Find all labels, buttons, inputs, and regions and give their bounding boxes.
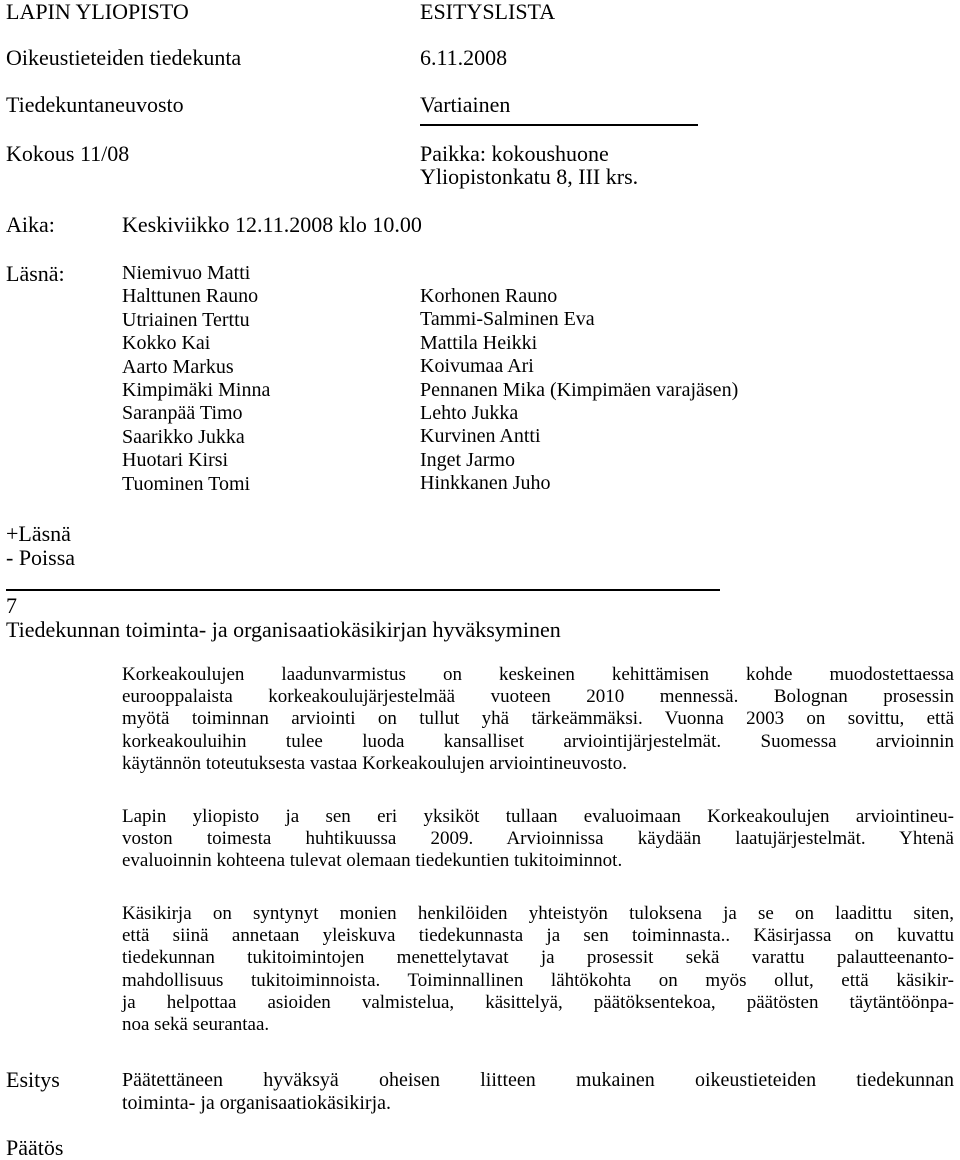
attendee-name: Kokko Kai xyxy=(122,332,211,355)
attendee-name: Tuominen Tomi xyxy=(122,472,251,495)
item-title: Tiedekunnan toiminta- ja organisaatiokäsikirjan hyväksyminen xyxy=(6,617,561,642)
attendee-name: Utriainen Terttu xyxy=(122,308,250,331)
paragraph-evaluation xyxy=(122,806,954,873)
document-date: 6.11.2008 xyxy=(420,45,508,70)
text-line: evaluoinnin kohteena tulevat olemaan tiedekuntien tukitoiminnot. xyxy=(122,850,623,872)
attendee-name: Korhonen Rauno xyxy=(420,285,558,307)
university-name: LAPIN YLIOPISTO xyxy=(6,0,189,24)
faculty-name: Oikeustieteiden tiedekunta xyxy=(6,45,242,70)
paragraph-handbook xyxy=(122,903,954,1036)
paragraph-quality-assurance xyxy=(122,664,954,775)
absent-label: - Poissa xyxy=(6,545,76,570)
document-status: Vartiainen xyxy=(420,92,511,117)
proposal-label: Esitys xyxy=(6,1067,60,1092)
time-label: Aika: xyxy=(6,212,55,237)
text-line: käytännön toteutuksesta vastaa Korkeakoulujen arviointineuvosto. xyxy=(122,752,627,774)
attendee-name: Huotari Kirsi xyxy=(122,449,229,472)
text-line: korkeakouluihin tulee luoda kansalliset arviointijärjestelmät. Suomessa arvioinnin xyxy=(122,730,954,752)
attendee-name: Koivumaa Ari xyxy=(420,355,534,378)
attendee-list-left xyxy=(122,262,270,496)
attendee-name: Saranpää Timo xyxy=(122,402,243,425)
text-line: Päätettäneen hyväksyä oheisen liitteen mukainen oikeustieteiden tiedekunnan xyxy=(122,1069,954,1091)
attendee-name: Saarikko Jukka xyxy=(122,425,245,448)
attendee-name: Pennanen Mika (Kimpimäen varajäsen) xyxy=(420,378,739,401)
present-label: Läsnä: xyxy=(6,261,65,286)
attendee-name: Inget Jarmo xyxy=(420,448,515,471)
attendee-name: Tammi-Salminen Eva xyxy=(420,308,595,331)
meeting-address: Yliopistonkatu 8, III krs. xyxy=(420,164,639,189)
text-line: myötä toiminnan arviointi on tullut yhä tärkeämmäksi. Vuonna 2003 on sovittu, että xyxy=(122,708,954,730)
attendee-name: Niemivuo Matti xyxy=(122,262,251,284)
plus-present-label: +Läsnä xyxy=(6,521,71,546)
item-number: 7 xyxy=(6,593,17,618)
time-value: Keskiviikko 12.11.2008 klo 10.00 xyxy=(122,212,422,237)
text-line: tiedekunnan tukitoimintojen menettelytavat ja prosessit sekä varattu palautteenanto- xyxy=(122,947,954,969)
section-rule xyxy=(6,589,720,591)
attendee-name: Kurvinen Antti xyxy=(420,425,541,448)
header-rule xyxy=(420,124,698,126)
text-line: että siinä annetaan yleiskuva tiedekunnasta ja sen toiminnasta.. Käsirjassa on kuvattu xyxy=(122,925,954,947)
decision-label: Päätös xyxy=(6,1135,64,1160)
attendee-list-right xyxy=(420,285,738,496)
text-line: eurooppalaista korkeakoulujärjestelmää vuoteen 2010 mennessä. Bolognan prosessin xyxy=(122,686,954,708)
text-line: voston toimesta huhtikuussa 2009. Arvioinnissa käydään laatujärjestelmät. Yhtenä xyxy=(122,828,954,850)
attendee-name: Hinkkanen Juho xyxy=(420,472,551,495)
text-line: ja helpottaa asioiden valmistelua, käsittelyä, päätöksentekoa, päätösten täytäntöönpa- xyxy=(122,991,954,1013)
board-name: Tiedekuntaneuvosto xyxy=(6,92,184,117)
attendee-name: Lehto Jukka xyxy=(420,402,519,425)
document-type: ESITYSLISTA xyxy=(420,0,556,24)
text-line: toiminta- ja organisaatiokäsikirja. xyxy=(122,1092,392,1114)
text-line: Korkeakoulujen laadunvarmistus on keskeinen kehittämisen kohde muodostettaessa xyxy=(122,664,954,685)
proposal-text xyxy=(122,1069,954,1115)
text-line: noa sekä seurantaa. xyxy=(122,1014,270,1036)
text-line: mahdollisuus tukitoiminnoista. Toiminnallinen lähtökohta on myös ollut, että käsikir- xyxy=(122,969,954,991)
meeting-place: Paikka: kokoushuone xyxy=(420,141,609,166)
text-line: Käsikirja on syntynyt monien henkilöiden yhteistyön tuloksena ja se on laadittu siten, xyxy=(122,903,954,924)
attendee-name: Kimpimäki Minna xyxy=(122,379,271,402)
attendee-name: Mattila Heikki xyxy=(420,331,538,354)
attendee-name: Aarto Markus xyxy=(122,355,234,378)
text-line: Lapin yliopisto ja sen eri yksiköt tullaan evaluoimaan Korkeakoulujen arviointineu- xyxy=(122,806,954,827)
attendee-name: Halttunen Rauno xyxy=(122,285,259,308)
meeting-number: Kokous 11/08 xyxy=(6,141,130,166)
